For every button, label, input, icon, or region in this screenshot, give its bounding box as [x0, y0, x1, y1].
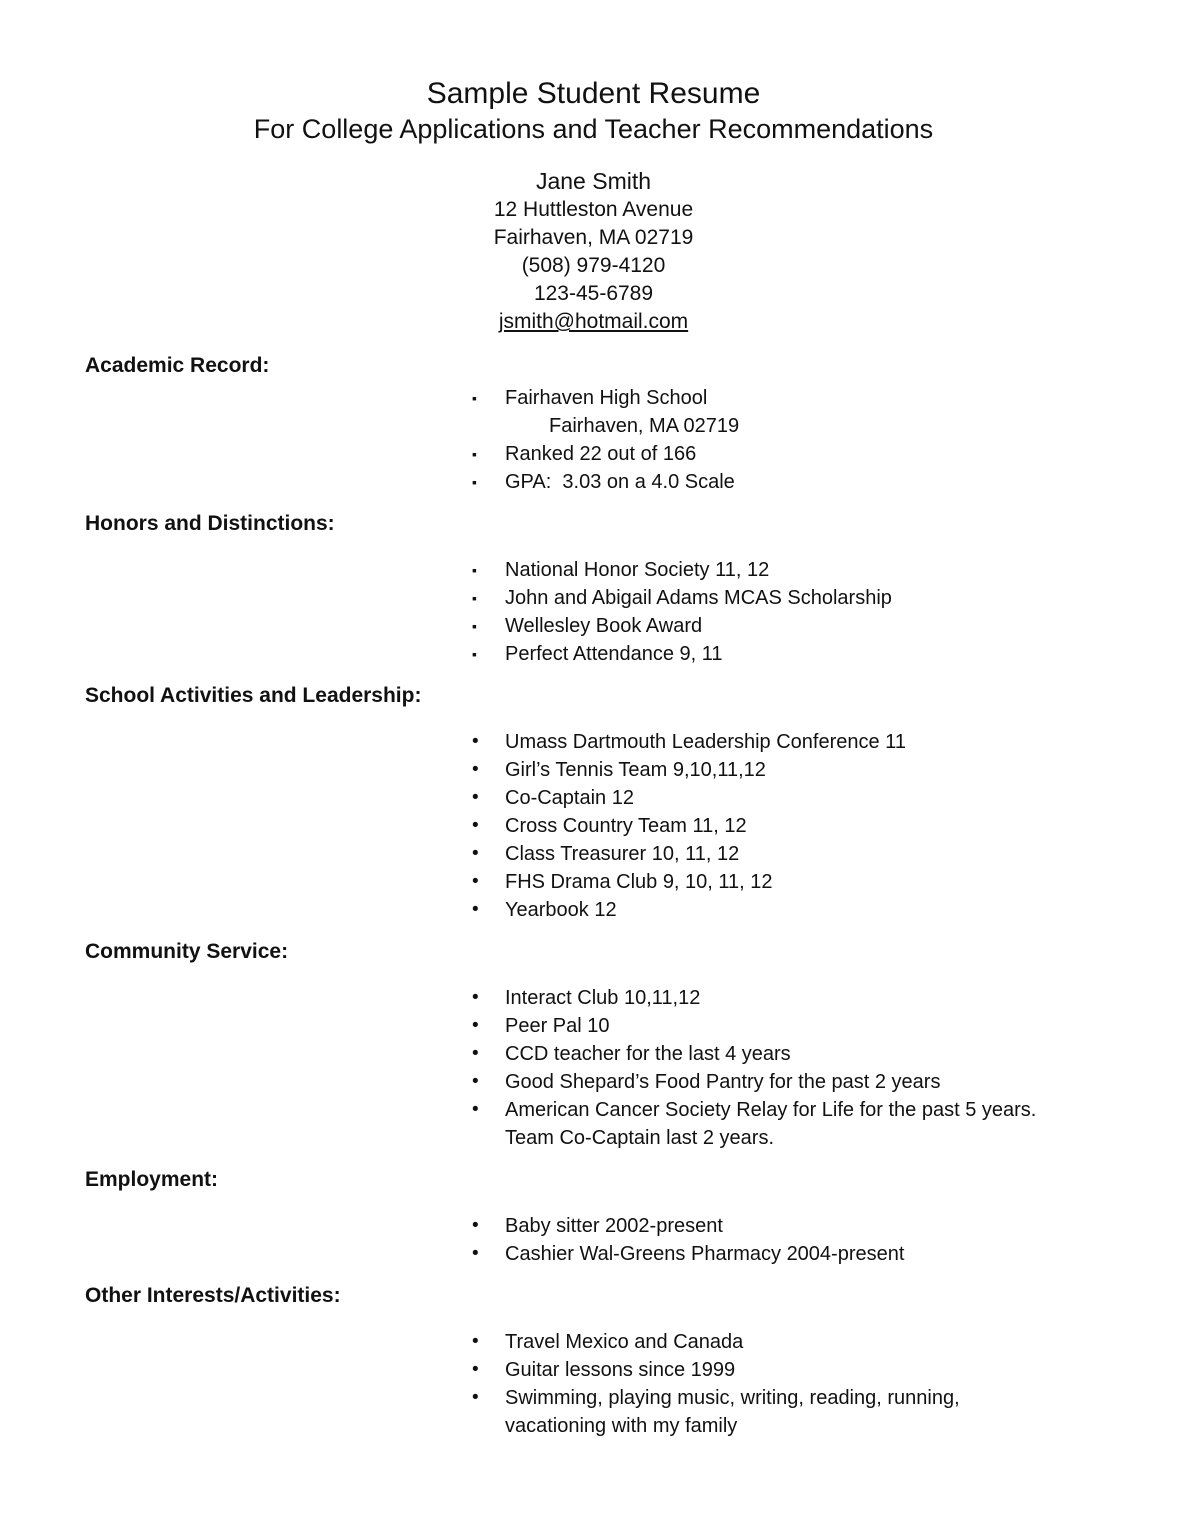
- bullet-icon: •: [472, 815, 479, 836]
- list-item: [472, 840, 1102, 868]
- section-heading: Other Interests/Activities:: [85, 1284, 341, 1307]
- bullet-icon: •: [472, 1387, 479, 1408]
- list-item: [472, 728, 1102, 756]
- list-item-text: [505, 896, 617, 924]
- document-subtitle: For College Applications and Teacher Recommendations: [253, 114, 934, 144]
- list-item: [472, 384, 1102, 440]
- list-item-text: [505, 984, 700, 1012]
- list-item: [472, 756, 1102, 784]
- list-item: [472, 896, 1102, 924]
- resume-section: [85, 1166, 1102, 1268]
- bullet-icon: ▪: [472, 618, 477, 634]
- list-item: [472, 1384, 1102, 1440]
- section-heading: School Activities and Leadership:: [85, 684, 422, 707]
- bullet-list: [472, 556, 1102, 668]
- item-text: Cashier Wal-Greens Pharmacy 2004-present: [505, 1243, 905, 1265]
- item-text: Umass Dartmouth Leadership Conference 11: [505, 731, 906, 753]
- list-item: [472, 1068, 1102, 1096]
- list-item-text: [505, 384, 739, 440]
- list-item-text: [505, 784, 634, 812]
- item-text: John and Abigail Adams MCAS Scholarship: [505, 587, 892, 609]
- bullet-icon: •: [472, 1359, 479, 1380]
- list-item-text: [505, 1240, 904, 1268]
- bullet-icon: •: [472, 899, 479, 920]
- bullet-icon: •: [472, 1331, 479, 1352]
- item-text: Perfect Attendance 9, 11: [505, 643, 723, 665]
- item-text: Class Treasurer 10, 11, 12: [505, 843, 740, 865]
- list-item: [472, 784, 1102, 812]
- contact-phone: (508) 979-4120: [521, 254, 666, 277]
- item-text: GPA: 3.03 on a 4.0 Scale: [505, 471, 735, 493]
- list-item-text: [505, 440, 696, 468]
- list-item-text: [505, 756, 766, 784]
- bullet-icon: •: [472, 1099, 479, 1120]
- sections: [85, 352, 1102, 1440]
- bullet-list: [472, 384, 1102, 496]
- bullet-icon: •: [472, 731, 479, 752]
- resume-section: [85, 682, 1102, 924]
- section-heading: Community Service:: [85, 940, 289, 963]
- list-item: [472, 612, 1102, 640]
- bullet-icon: •: [472, 1043, 479, 1064]
- bullet-icon: •: [472, 871, 479, 892]
- list-item: [472, 1212, 1102, 1240]
- list-item-text: [505, 1328, 743, 1356]
- list-item: [472, 1040, 1102, 1068]
- list-item-text: [505, 1384, 1050, 1440]
- bullet-icon: •: [472, 987, 479, 1008]
- bullet-list: [472, 1212, 1102, 1268]
- contact-id-number: 123-45-6789: [533, 282, 654, 305]
- list-item: [472, 468, 1102, 496]
- bullet-icon: ▪: [472, 646, 477, 662]
- bullet-icon: •: [472, 1243, 479, 1264]
- list-item: [472, 1012, 1102, 1040]
- document-header: [85, 76, 1102, 336]
- item-text: CCD teacher for the last 4 years: [505, 1043, 791, 1065]
- resume-section: [85, 938, 1102, 1152]
- item-text: Swimming, playing music, writing, reading, running, vacationing with my family: [505, 1387, 966, 1437]
- bullet-icon: ▪: [472, 474, 477, 490]
- bullet-icon: ▪: [472, 390, 477, 406]
- contact-name: Jane Smith: [535, 168, 652, 194]
- bullet-list: [472, 984, 1102, 1152]
- list-item: [472, 812, 1102, 840]
- list-item: [472, 1096, 1102, 1152]
- item-text: Co-Captain 12: [505, 787, 634, 809]
- bullet-icon: •: [472, 1071, 479, 1092]
- list-item-text: [505, 812, 747, 840]
- item-text: Cross Country Team 11, 12: [505, 815, 747, 837]
- list-item-text: [505, 728, 906, 756]
- list-item-text: [505, 1096, 1050, 1152]
- resume-section: [85, 352, 1102, 496]
- document-title: Sample Student Resume: [426, 77, 761, 110]
- item-text: National Honor Society 11, 12: [505, 559, 770, 581]
- list-item-text: [505, 468, 735, 496]
- item-subtext: Fairhaven, MA 02719: [549, 415, 740, 437]
- list-item-text: [505, 640, 723, 668]
- bullet-list: [472, 1328, 1102, 1440]
- list-item-text: [505, 584, 892, 612]
- section-heading: Academic Record:: [85, 354, 270, 377]
- list-item-text: [505, 1068, 940, 1096]
- resume-section: [85, 510, 1102, 668]
- bullet-icon: •: [472, 759, 479, 780]
- item-text: Interact Club 10,11,12: [505, 987, 701, 1009]
- bullet-icon: •: [472, 1015, 479, 1036]
- contact-address-line1: 12 Huttleston Avenue: [493, 198, 694, 221]
- list-item: [472, 1356, 1102, 1384]
- item-text: FHS Drama Club 9, 10, 11, 12: [505, 871, 773, 893]
- section-heading: Employment:: [85, 1168, 219, 1191]
- list-item: [472, 640, 1102, 668]
- list-item-text: [505, 1212, 723, 1240]
- contact-block: [85, 166, 1102, 336]
- bullet-icon: •: [472, 787, 479, 808]
- item-text: Peer Pal 10: [505, 1015, 610, 1037]
- item-text: American Cancer Society Relay for Life for the past 5 years. Team Co-Captain last 2 years.: [505, 1099, 1048, 1149]
- list-item-text: [505, 612, 702, 640]
- item-text: Wellesley Book Award: [505, 615, 703, 637]
- item-text: Guitar lessons since 1999: [505, 1359, 736, 1381]
- item-text: Travel Mexico and Canada: [505, 1331, 744, 1353]
- list-item: [472, 1240, 1102, 1268]
- contact-address-line2: Fairhaven, MA 02719: [493, 226, 694, 249]
- list-item-text: [505, 1040, 791, 1068]
- bullet-icon: •: [472, 1215, 479, 1236]
- bullet-icon: •: [472, 843, 479, 864]
- list-item: [472, 984, 1102, 1012]
- resume-section: [85, 1282, 1102, 1440]
- list-item-text: [505, 840, 739, 868]
- list-item: [472, 556, 1102, 584]
- bullet-icon: ▪: [472, 562, 477, 578]
- list-item: [472, 1328, 1102, 1356]
- list-item-text: [505, 556, 769, 584]
- contact-email-line: [85, 308, 1102, 336]
- bullet-list: [472, 728, 1102, 924]
- list-item: [472, 440, 1102, 468]
- section-heading: Honors and Distinctions:: [85, 512, 335, 535]
- item-text: Good Shepard’s Food Pantry for the past 2 years: [505, 1071, 941, 1093]
- bullet-icon: ▪: [472, 590, 477, 606]
- item-text: Ranked 22 out of 166: [505, 443, 697, 465]
- list-item-text: [505, 1356, 735, 1384]
- item-text: Girl’s Tennis Team 9,10,11,12: [505, 759, 766, 781]
- list-item: [472, 584, 1102, 612]
- email-link[interactable]: jsmith@hotmail.com: [498, 310, 689, 333]
- bullet-icon: ▪: [472, 446, 477, 462]
- item-text: Baby sitter 2002-present: [505, 1215, 723, 1237]
- item-text: Fairhaven High School: [505, 387, 708, 409]
- list-item-text: [505, 1012, 610, 1040]
- list-item: [472, 868, 1102, 896]
- item-text: Yearbook 12: [505, 899, 617, 921]
- list-item-text: [505, 868, 773, 896]
